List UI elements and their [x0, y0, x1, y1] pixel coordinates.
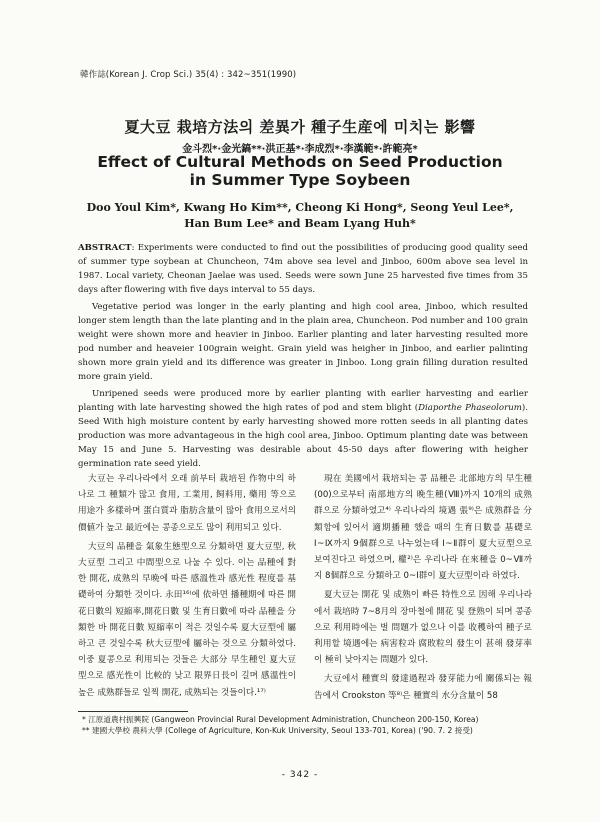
- body-left-paragraph-1: 大豆는 우리나라에서 오래 前부터 栽培된 作物中의 하나로 그 種類가 많고 食用, 工業用, 飼料用, 藥用 等으로 用途가 多樣하며 蛋白質과 脂肪含量이 많아 食用으로서의 價値가 높고 最近에는 콩종으로도 많이 利用되고 있다.: [78, 474, 296, 533]
- footnote-affiliation-2: ** 建國大學校 農科大學 (College of Agriculture, Kon-Kuk University, Seoul 133-701, Korea) ('90. 7. 2 接受): [82, 726, 473, 735]
- abstract-label: ABSTRACT: [78, 243, 132, 253]
- page-number: - 342 -: [281, 770, 319, 780]
- body-right-paragraph-3: 大豆에서 種實의 發達過程과 發芽能力에 關係되는 報告에서 Crookston 等⁸⁾은 種實의 水分含量이 58: [314, 674, 532, 701]
- abstract-paragraph-3: [78, 387, 528, 471]
- title-korean: 夏大豆 栽培方法의 差異가 種子生産에 미치는 影響: [124, 118, 476, 136]
- abstract-p3-before: Unripened seeds were produced more by earlier planting with earlier harvesting and earlier planting with late harvesting showed the high rates of pod and stem blight (: [78, 389, 528, 413]
- abstract-paragraph-2: Vegetative period was longer in the early planting and high cool area, Jinboo, which resulted longer stem length than the late planting and in the plain area, Chuncheon. Pod number and 100 grain weight were shown more and heavier in Jinboo. Earlier planting and later harvesting resulted more pod number and heaveier 100grain weight. Grain yield was heigher in Jinboo, and earlier palinting shown more grain yield and its difference was greater in Jinboo. Long grain filling duration resulted more grain yield.: [78, 302, 528, 382]
- authors-english: [0, 200, 600, 232]
- journal-citation: 韓作誌(Korean J. Crop Sci.) 35(4) : 342~351(1990): [80, 70, 297, 80]
- footnote-affiliation-1: * 江原道農村振興院 (Gangweon Provincial Rural Development Administration, Chuncheon 200-150, Korea): [82, 715, 479, 724]
- title-english-line2: in Summer Type Soybeen: [189, 171, 411, 189]
- body-right-paragraph-2: 夏大豆는 開花 및 成熟이 빠른 特性으로 因해 우리나라에서 栽培時 7~8月의 장마철에 開花 및 登熟이 되며 콩종으로 利用時에는 벌 問題가 없으나 이를 收穫하여 種子로 利用할 境遇에는 病害粒과 腐敗粒의 發生이 甚해 發芽率이 極히 낮아지는 問題가 있다.: [314, 590, 532, 666]
- abstract-p3-italic: Diaporthe Phaseolorum: [418, 403, 522, 413]
- title-english: [0, 153, 600, 189]
- abstract: [78, 241, 528, 474]
- authors-korean: 金斗烈*·金光鎬**·洪正基*·李成烈*·李漢範*·許範亮*: [182, 144, 418, 155]
- authors-english-line1: Doo Youl Kim*, Kwang Ho Kim**, Cheong Ki Hong*, Seong Yeul Lee*,: [86, 201, 514, 214]
- body-right-paragraph-1: 現在 美國에서 栽培되는 콩 品種은 北部地方의 早生種(00)으로부터 南部地方의 晩生種(Ⅷ)까지 10개의 成熟群으로 分類하였고⁴⁾ 우리나라의 境遇 張⁹⁾은 成熟群을 分類함에 있어서 適期播種 했을 때의 生育日數를 基礎로 Ⅰ~Ⅸ까지 9個群으로 나누었는데 Ⅰ~Ⅱ群이 夏大豆型으로 보여진다고 하였으며, 權²⁾은 우리나라 在來種을 0~Ⅶ까지 8個群으로 分類하고 0~Ⅰ群이 夏大豆型이라 하였다.: [314, 474, 532, 582]
- body-left-paragraph-2: 大豆의 品種을 氣象生態型으로 分類하면 夏大豆型, 秋大豆型 그리고 中間型으로 나눌 수 있다. 이는 品種에 對한 開花, 成熟의 早晩에 따른 感溫性과 感光性 程度를 基礎하여 分類한 것이다. 永田¹⁶⁾에 依하면 播種期에 따른 開花日數의 短縮率,開花日數 및 生育日數에 따라 品種을 分類한 바 開花日數 短縮率이 적은 것일수록 夏大豆型에 屬하고 큰 것일수록 秋大豆型에 屬하는 것으로 分類하였다. 이중 夏콩으로 利用되는 것들은 大部分 早生種인 夏大豆型으로 感光性이 比較的 낮고 限界日長이 길며 感溫性이 높은 成熟群들로 일찍 開花, 成熟되는 것들이다.¹⁷⁾: [78, 541, 296, 698]
- footnotes: [82, 714, 478, 736]
- footnote-divider: [78, 711, 188, 712]
- abstract-paragraph-1: [78, 241, 528, 297]
- abstract-p1-text: : Experiments were conducted to find out the possibilities of producing good quality seed of summer type soybean at Chuncheon, 74m above sea level and Jinboo, 600m above sea level in 1987. Local variety, Cheonan Jaelae was used. Seeds were sown June 25 harvested five times from 35 days after flowering with five days interval to 55 days.: [78, 243, 528, 295]
- title-english-line1: Effect of Cultural Methods on Seed Production: [97, 153, 503, 171]
- body-column-left: [78, 471, 296, 704]
- abstract-p3-after: ). Seed With high moisture content by early harvesting showed more rotten seeds in all planting dates production was more advantageous in the high cool area, Jinboo. Optimum planting date was between May 15 and June 5. Harvesting was desirable about 45-50 days after flowering with heigher germination rate seed yield.: [78, 403, 528, 469]
- authors-english-line2: Han Bum Lee* and Beam Lyang Huh*: [184, 217, 416, 230]
- body-column-right: [314, 471, 532, 707]
